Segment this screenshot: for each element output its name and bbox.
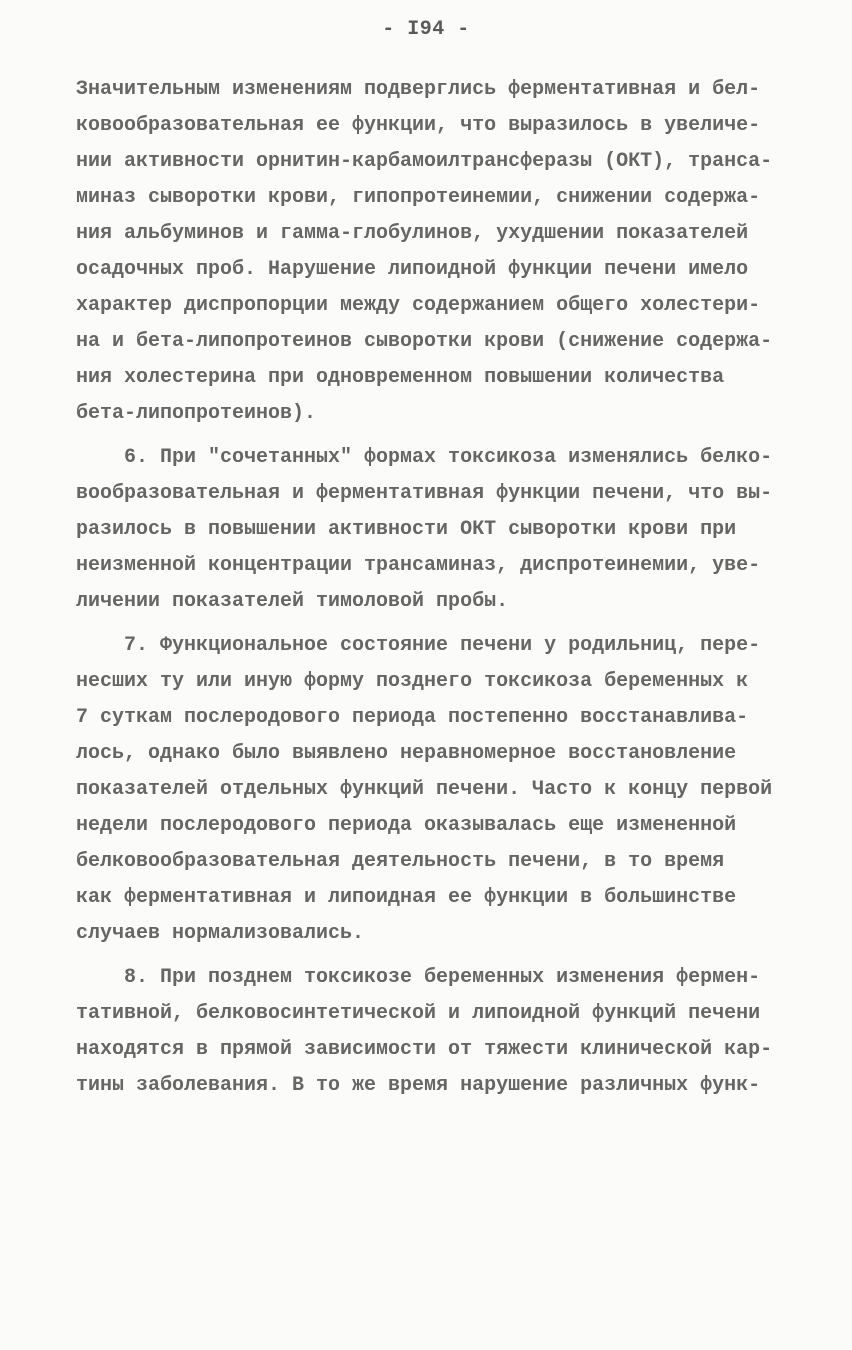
text-line: показателей отдельных функций печени. Часто к концу первой	[76, 778, 773, 801]
text-line: лось, однако было выявлено неравномерное восстановление	[76, 742, 737, 765]
body-text	[76, 72, 788, 1104]
text-line: белковообразовательная деятельность печени, в то время	[76, 850, 725, 873]
paragraph-1	[76, 72, 788, 432]
text-line: 7. Функциональное состояние печени у родильниц, пере-	[76, 634, 761, 657]
text-line: ковообразовательная ее функции, что выразилось в увеличе-	[76, 114, 761, 137]
text-line: несших ту или иную форму позднего токсикоза беременных к	[76, 670, 749, 693]
text-line: тины заболевания. В то же время нарушение различных функ-	[76, 1074, 761, 1097]
text-line: вообразовательная и ферментативная функции печени, что вы-	[76, 482, 773, 505]
text-line: разилось в повышении активности ОКТ сыворотки крови при	[76, 518, 737, 541]
text-line: недели послеродового периода оказывалась еще измененной	[76, 814, 737, 837]
text-line: 7 суткам послеродового периода постепенно восстанавлива-	[76, 706, 749, 729]
paragraph-3	[76, 628, 788, 952]
text-line: бета-липопротеинов).	[76, 402, 317, 425]
text-line: 8. При позднем токсикозе беременных изменения фермен-	[76, 966, 761, 989]
text-line: неизменной концентрации трансаминаз, диспротеинемии, уве-	[76, 554, 761, 577]
text-line: осадочных проб. Нарушение липоидной функции печени имело	[76, 258, 749, 281]
paragraph-2	[76, 440, 788, 620]
page-number: - I94 -	[382, 18, 470, 41]
text-line: характер диспропорции между содержанием общего холестери-	[76, 294, 761, 317]
text-line: ния альбуминов и гамма-глобулинов, ухудшении показателей	[76, 222, 749, 245]
text-line: нии активности орнитин-карбамоилтрансферазы (ОКТ), транса-	[76, 150, 773, 173]
text-line: ния холестерина при одновременном повышении количества	[76, 366, 725, 389]
text-line: случаев нормализовались.	[76, 922, 365, 945]
text-line: находятся в прямой зависимости от тяжести клинической кар-	[76, 1038, 773, 1061]
text-line: на и бета-липопротеинов сыворотки крови (снижение содержа-	[76, 330, 773, 353]
paragraph-4	[76, 960, 788, 1104]
text-line: Значительным изменениям подверглись ферментативная и бел-	[76, 78, 761, 101]
text-line: 6. При "сочетанных" формах токсикоза изменялись белко-	[76, 446, 773, 469]
text-line: как ферментативная и липоидная ее функции в большинстве	[76, 886, 737, 909]
text-line: тативной, белковосинтетической и липоидной функций печени	[76, 1002, 761, 1025]
text-line: миназ сыворотки крови, гипопротеинемии, снижении содержа-	[76, 186, 761, 209]
text-line: личении показателей тимоловой пробы.	[76, 590, 509, 613]
